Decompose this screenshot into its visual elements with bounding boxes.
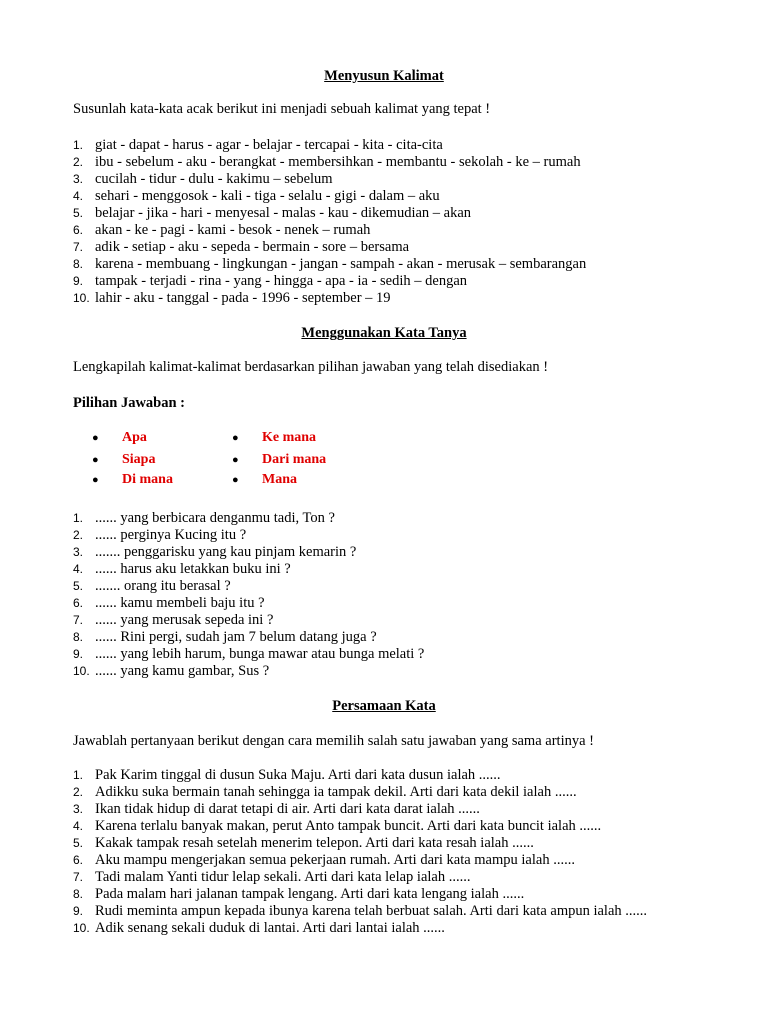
item-text: ...... kamu membeli baju itu ? [95, 595, 265, 611]
item-text: ...... yang merusak sepeda ini ? [95, 612, 274, 628]
item-number: 6. [73, 596, 84, 610]
list-item [73, 544, 424, 561]
item-number: 4. [73, 189, 84, 203]
item-text: Karena terlalu banyak makan, perut Anto tampak buncit. Arti dari kata buncit ialah ...... [95, 818, 602, 834]
item-number: 7. [73, 613, 84, 627]
item-number: 9. [73, 274, 84, 288]
list-item [73, 222, 586, 239]
item-number: 5. [73, 836, 84, 850]
item-number: 6. [73, 223, 84, 237]
item-number: 4. [73, 819, 84, 833]
section2-instruction: Lengkapilah kalimat-kalimat berdasarkan pilihan jawaban yang telah disediakan ! [73, 359, 549, 375]
item-text: Adikku suka bermain tanah sehingga ia tampak dekil. Arti dari kata dekil ialah ...... [95, 784, 577, 800]
item-number: 8. [73, 257, 84, 271]
item-text: Aku mampu mengerjakan semua pekerjaan rumah. Arti dari kata mampu ialah ...... [95, 852, 575, 868]
choice-text: Ke mana [262, 430, 317, 445]
item-text: ...... harus aku letakkan buku ini ? [95, 561, 291, 577]
list-item [73, 188, 586, 205]
list-item [73, 920, 647, 937]
choice-dari-mana [232, 452, 326, 468]
list-item [73, 154, 586, 171]
item-text: Pak Karim tinggal di dusun Suka Maju. Arti dari kata dusun ialah ...... [95, 767, 501, 783]
choice-text: Dari mana [262, 452, 327, 467]
list-item [73, 903, 647, 920]
list-item [73, 561, 424, 578]
item-number: 1. [73, 138, 84, 152]
choice-text: Mana [262, 472, 297, 487]
list-item [73, 595, 424, 612]
bullet-icon: ● [232, 474, 239, 486]
choice-siapa [92, 452, 155, 468]
choice-apa [92, 430, 147, 446]
list-item [73, 137, 586, 154]
item-text: tampak - terjadi - rina - yang - hingga - apa - ia - sedih – dengan [95, 273, 468, 289]
item-number: 8. [73, 887, 84, 901]
section-title-menggunakan-kata-tanya: Menggunakan Kata Tanya [301, 325, 467, 341]
bullet-icon: ● [92, 432, 99, 444]
item-text: karena - membuang - lingkungan - jangan - sampah - akan - merusak – sembarangan [95, 256, 587, 272]
list-item [73, 646, 424, 663]
choice-ke-mana [232, 430, 316, 446]
section1-list [73, 137, 586, 307]
choice-mana [232, 472, 297, 488]
item-text: sehari - menggosok - kali - tiga - selalu - gigi - dalam – aku [95, 188, 440, 204]
list-item [73, 629, 424, 646]
list-item [73, 290, 586, 307]
item-number: 2. [73, 528, 84, 542]
bullet-icon: ● [232, 454, 239, 466]
list-item [73, 205, 586, 222]
item-text: cucilah - tidur - dulu - kakimu – sebelum [95, 171, 333, 187]
item-text: belajar - jika - hari - menyesal - malas - kau - dikemudian – akan [95, 205, 472, 221]
item-text: ...... yang lebih harum, bunga mawar atau bunga melati ? [95, 646, 425, 662]
list-item [73, 869, 647, 886]
list-item [73, 256, 586, 273]
choice-text: Apa [122, 430, 147, 445]
item-number: 5. [73, 206, 84, 220]
list-item [73, 510, 424, 527]
item-number: 10. [73, 291, 90, 305]
section3-list [73, 767, 647, 937]
list-item [73, 239, 586, 256]
list-item [73, 273, 586, 290]
item-text: ...... perginya Kucing itu ? [95, 527, 247, 543]
item-text: Rudi meminta ampun kepada ibunya karena telah berbuat salah. Arti dari kata ampun ialah ...... [95, 903, 648, 919]
item-number: 2. [73, 785, 84, 799]
item-number: 3. [73, 802, 84, 816]
bullet-icon: ● [232, 432, 239, 444]
list-item [73, 171, 586, 188]
item-text: Pada malam hari jalanan tampak lengang. Arti dari kata lengang ialah ...... [95, 886, 525, 902]
choices-label: Pilihan Jawaban : [73, 395, 185, 411]
item-number: 8. [73, 630, 84, 644]
bullet-icon: ● [92, 474, 99, 486]
item-number: 5. [73, 579, 84, 593]
item-text: ...... yang kamu gambar, Sus ? [95, 663, 270, 679]
item-number: 10. [73, 921, 90, 935]
bullet-icon: ● [92, 454, 99, 466]
section3-instruction: Jawablah pertanyaan berikut dengan cara memilih salah satu jawaban yang sama artinya ! [73, 733, 594, 749]
list-item [73, 801, 647, 818]
section1-instruction: Susunlah kata-kata acak berikut ini menjadi sebuah kalimat yang tepat ! [73, 101, 491, 117]
item-text: ...... yang berbicara denganmu tadi, Ton ? [95, 510, 335, 526]
item-text: Tadi malam Yanti tidur lelap sekali. Arti dari kata lelap ialah ...... [95, 869, 471, 885]
item-number: 7. [73, 870, 84, 884]
list-item [73, 835, 647, 852]
item-text: ...... Rini pergi, sudah jam 7 belum datang juga ? [95, 629, 377, 645]
item-number: 3. [73, 172, 84, 186]
item-number: 2. [73, 155, 84, 169]
item-number: 10. [73, 664, 90, 678]
item-number: 1. [73, 768, 84, 782]
section-title-menyusun-kalimat: Menyusun Kalimat [324, 68, 444, 84]
item-number: 9. [73, 904, 84, 918]
item-number: 3. [73, 545, 84, 559]
list-item [73, 663, 424, 680]
item-text: ....... penggarisku yang kau pinjam kemarin ? [95, 544, 357, 560]
item-number: 4. [73, 562, 84, 576]
choice-text: Di mana [122, 472, 173, 487]
item-text: ....... orang itu berasal ? [95, 578, 231, 594]
list-item [73, 612, 424, 629]
item-text: Ikan tidak hidup di darat tetapi di air. Arti dari kata darat ialah ...... [95, 801, 480, 817]
item-text: akan - ke - pagi - kami - besok - nenek – rumah [95, 222, 371, 238]
section-title-persamaan-kata: Persamaan Kata [332, 698, 436, 714]
list-item [73, 818, 647, 835]
item-text: lahir - aku - tanggal - pada - 1996 - september – 19 [95, 290, 391, 306]
list-item [73, 886, 647, 903]
item-text: giat - dapat - harus - agar - belajar - tercapai - kita - cita-cita [95, 137, 443, 153]
item-number: 6. [73, 853, 84, 867]
item-number: 9. [73, 647, 84, 661]
section2-list [73, 510, 424, 680]
item-number: 7. [73, 240, 84, 254]
item-text: Adik senang sekali duduk di lantai. Arti dari lantai ialah ...... [95, 920, 445, 936]
list-item [73, 767, 647, 784]
list-item [73, 784, 647, 801]
item-text: adik - setiap - aku - sepeda - bermain - sore – bersama [95, 239, 410, 255]
list-item [73, 527, 424, 544]
item-text: ibu - sebelum - aku - berangkat - membersihkan - membantu - sekolah - ke – rumah [95, 154, 581, 170]
item-text: Kakak tampak resah setelah menerim telepon. Arti dari kata resah ialah ...... [95, 835, 534, 851]
choice-text: Siapa [122, 452, 156, 467]
item-number: 1. [73, 511, 84, 525]
list-item [73, 852, 647, 869]
list-item [73, 578, 424, 595]
choice-di-mana [92, 472, 173, 488]
